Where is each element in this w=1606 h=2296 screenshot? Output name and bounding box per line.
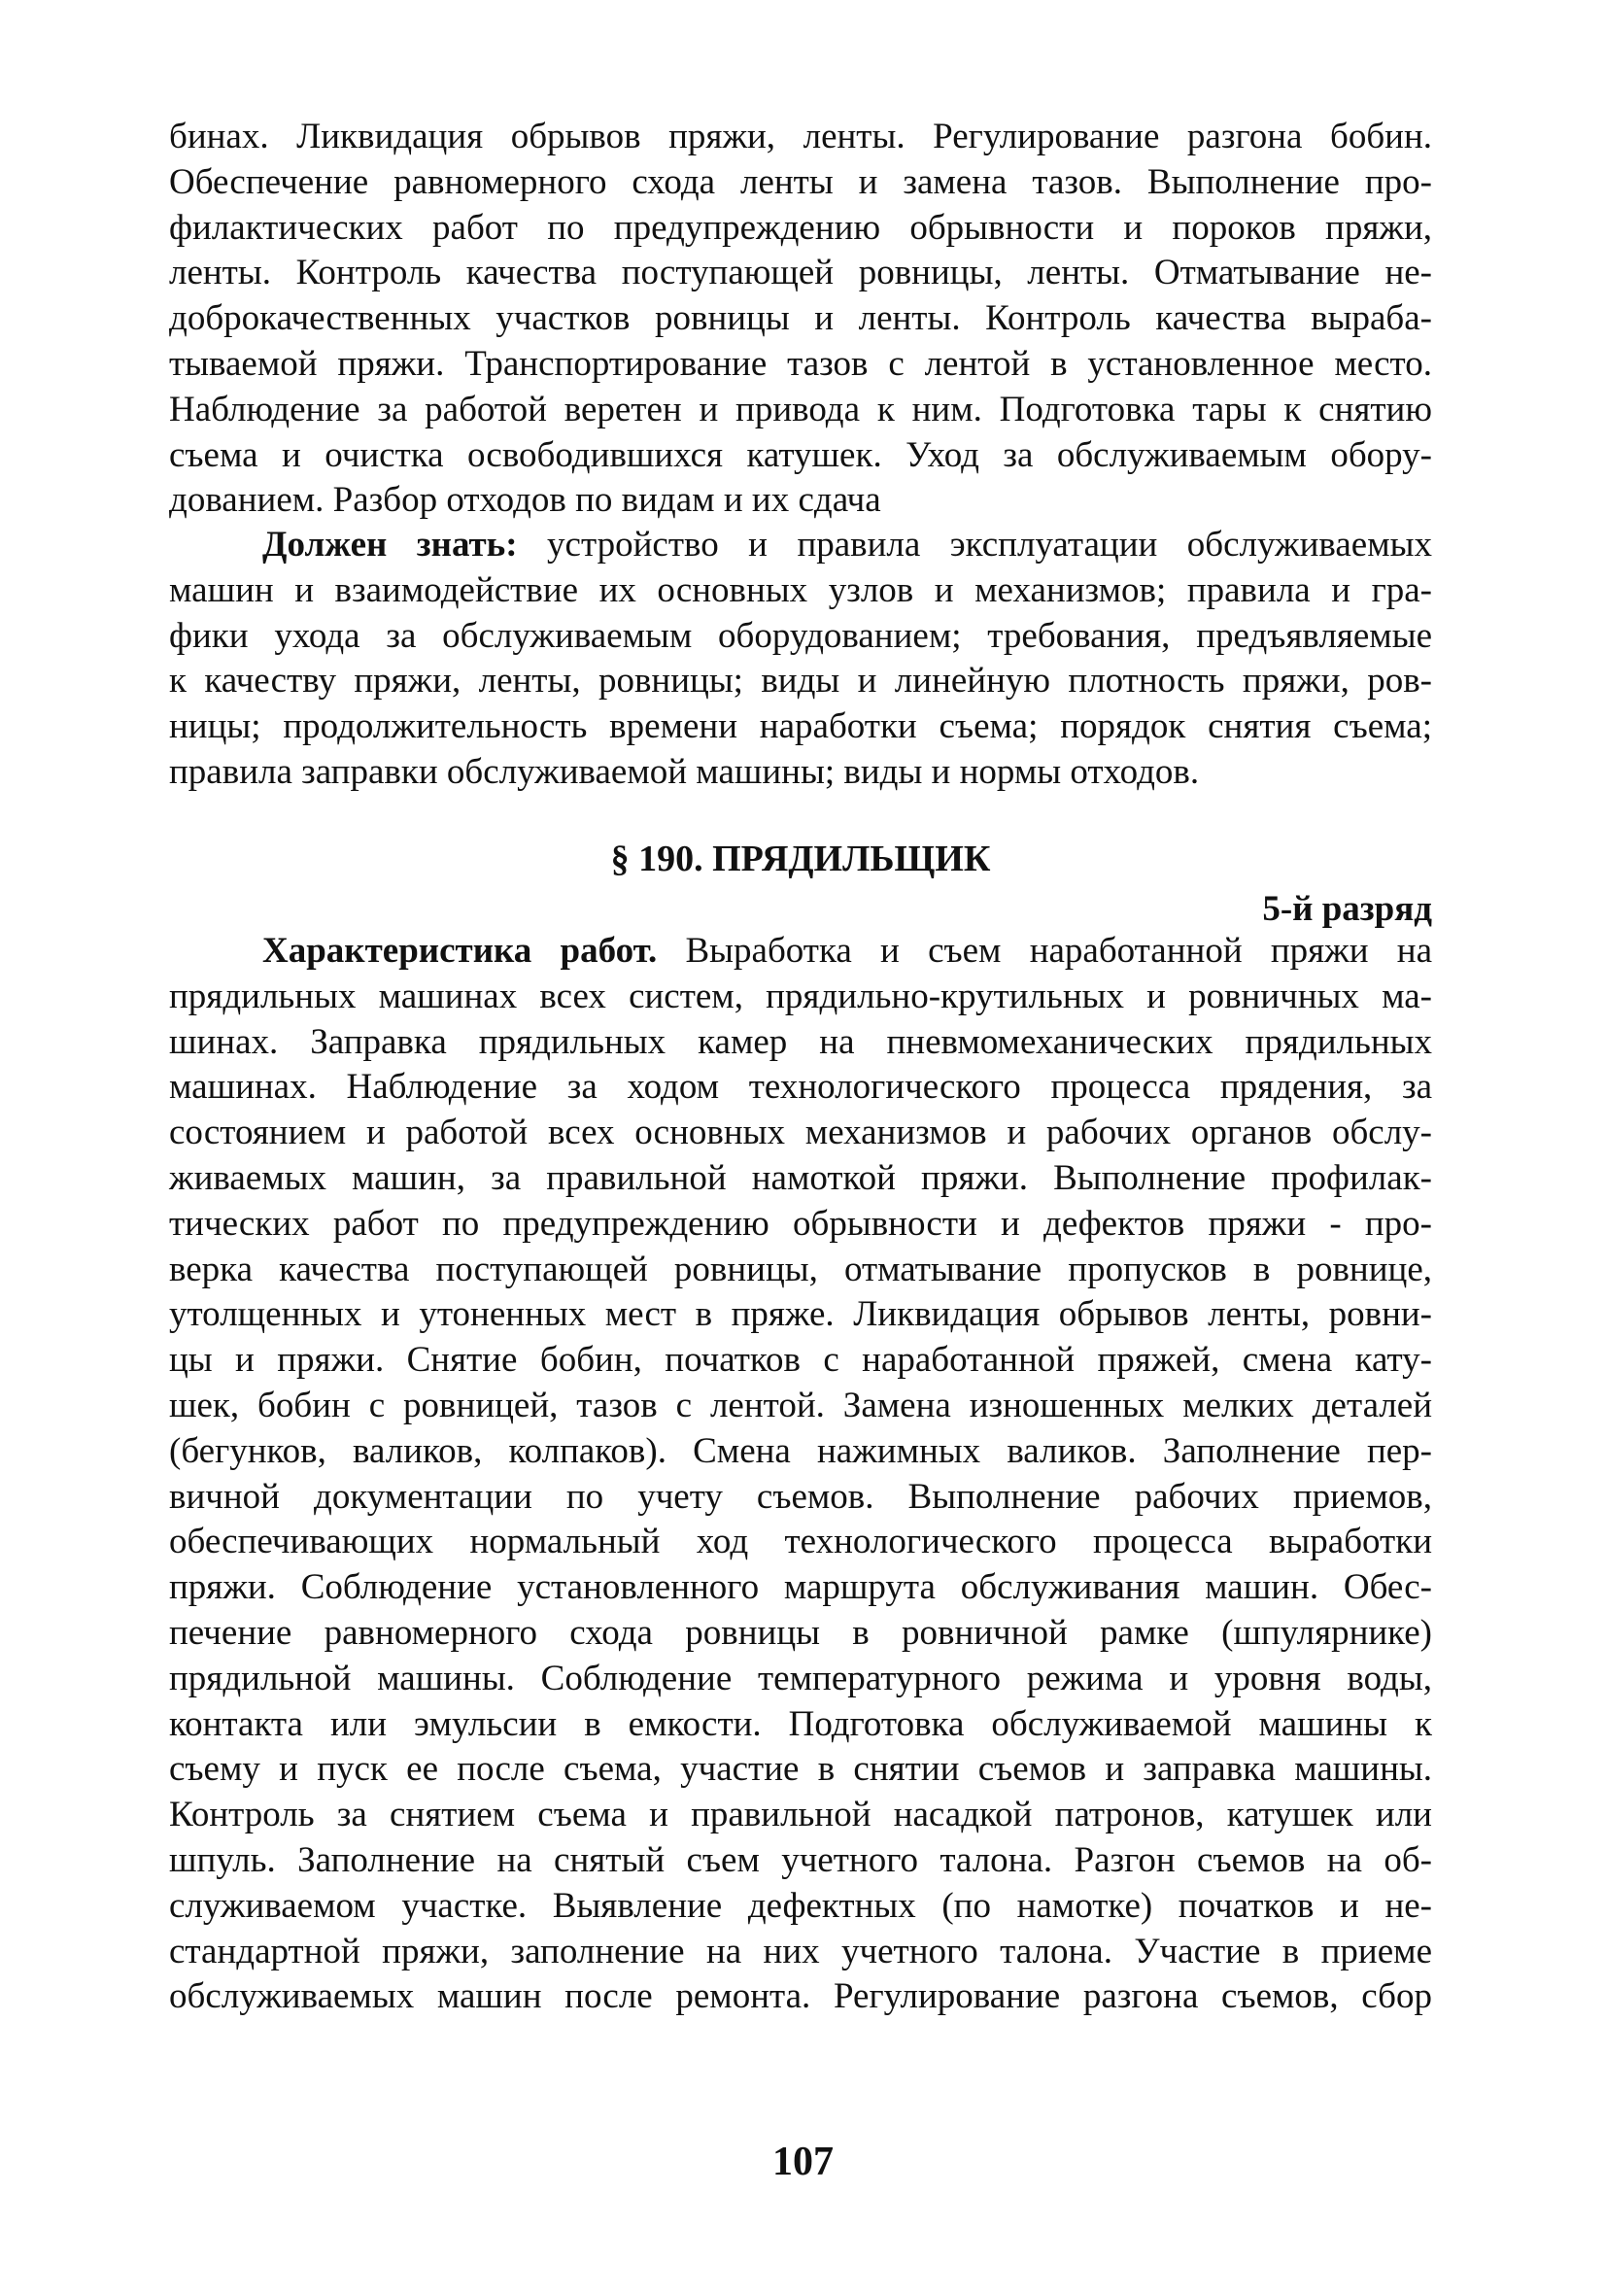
- text-line: Обеспечение равномерного схода ленты и замена тазов. Выполнение про-: [169, 161, 1432, 202]
- paragraph-first-text: Выработка и съем наработанной пряжи на: [657, 931, 1432, 971]
- text-line: стандартной пряжи, заполнение на них учетного талона. Участие в приеме: [169, 1931, 1432, 1971]
- text-line: дованием. Разбор отходов по видам и их сдача: [169, 480, 881, 521]
- paragraph-first-text: устройство и правила эксплуатации обслуживаемых: [517, 525, 1432, 565]
- text-line: цы и пряжи. Снятие бобин, початков с наработанной пряжей, смена кату-: [169, 1340, 1432, 1381]
- text-line: (бегунков, валиков, колпаков). Смена нажимных валиков. Заполнение пер-: [169, 1430, 1432, 1471]
- paragraph-lead: Характеристика работ.: [262, 931, 658, 971]
- text-line: доброкачественных участков ровницы и ленты. Контроль качества выраба-: [169, 298, 1432, 339]
- text-line: ленты. Контроль качества поступающей ровницы, ленты. Отматывание не-: [169, 253, 1432, 293]
- paragraph-must-know: [169, 523, 1432, 796]
- text-line: служиваемом участке. Выявление дефектных (по намотке) початков и не-: [169, 1885, 1432, 1926]
- text-line: Наблюдение за работой веретен и привода к ним. Подготовка тары к снятию: [169, 389, 1432, 429]
- text-line: машинах. Наблюдение за ходом технологического процесса прядения, за: [169, 1067, 1432, 1108]
- text-line: машин и взаимодействие их основных узлов и механизмов; правила и гра-: [169, 569, 1432, 610]
- text-line: пряжи. Соблюдение установленного маршрута обслуживания машин. Обес-: [169, 1567, 1432, 1608]
- paragraph-work-characteristics: [169, 929, 1432, 2020]
- text-line: бинах. Ликвидация обрывов пряжи, ленты. Регулирование разгона бобин.: [169, 117, 1432, 156]
- text-line: контакта или эмульсии в емкости. Подготовка обслуживаемой машины к: [169, 1703, 1432, 1744]
- text-line: утолщенных и утоненных мест в пряже. Ликвидация обрывов ленты, ровни-: [169, 1294, 1432, 1335]
- text-line: шек, бобин с ровницей, тазов с лентой. Замена изношенных мелких деталей: [169, 1385, 1432, 1425]
- text-line: вичной документации по учету съемов. Выполнение рабочих приемов,: [169, 1476, 1432, 1517]
- text-line: фики ухода за обслуживаемым оборудованием; требования, предъявляемые: [169, 615, 1432, 656]
- text-line: тываемой пряжи. Транспортирование тазов с лентой в установленное место.: [169, 343, 1432, 384]
- text-line: правила заправки обслуживаемой машины; виды и нормы отходов.: [169, 751, 1200, 792]
- text-line: ницы; продолжительность времени наработки съема; порядок снятия съема;: [169, 706, 1432, 747]
- text-line: печение равномерного схода ровницы в ровничной рамке (шпулярнике): [169, 1612, 1432, 1653]
- paragraph-continuation: [169, 115, 1432, 524]
- text-line: шинах. Заправка прядильных камер на пневмомеханических прядильных: [169, 1021, 1432, 1062]
- text-line: Контроль за снятием съема и правильной насадкой патронов, катушек или: [169, 1795, 1432, 1835]
- text-line: [169, 929, 1432, 975]
- text-line: верка качества поступающей ровницы, отматывание пропусков в ровнице,: [169, 1249, 1432, 1289]
- text-line: обслуживаемых машин после ремонта. Регулирование разгона съемов, сбор: [169, 1976, 1432, 2017]
- text-line: шпуль. Заполнение на снятый съем учетного талона. Разгон съемов на об-: [169, 1839, 1432, 1880]
- page-number: 107: [772, 2140, 834, 2184]
- text-line: состоянием и работой всех основных механизмов и рабочих органов обслу-: [169, 1113, 1432, 1153]
- text-line: съема и очистка освободившихся катушек. Уход за обслуживаемым обору-: [169, 434, 1432, 475]
- text-line: филактических работ по предупреждению обрывности и пороков пряжи,: [169, 207, 1432, 248]
- grade-label: 5-й разряд: [1262, 889, 1432, 929]
- text-line: тических работ по предупреждению обрывности и дефектов пряжи - про-: [169, 1203, 1432, 1244]
- paragraph-lead: Должен знать:: [262, 525, 518, 565]
- text-line: прядильных машинах всех систем, прядильно-крутильных и ровничных ма-: [169, 976, 1432, 1016]
- section-heading: § 190. ПРЯДИЛЬЩИК: [610, 839, 991, 879]
- text-line: прядильной машины. Соблюдение температурного режима и уровня воды,: [169, 1658, 1432, 1698]
- text-line: съему и пуск ее после съема, участие в снятии съемов и заправка машины.: [169, 1749, 1432, 1790]
- text-line: обеспечивающих нормальный ход технологического процесса выработки: [169, 1522, 1432, 1562]
- text-line: к качеству пряжи, ленты, ровницы; виды и линейную плотность пряжи, ров-: [169, 661, 1432, 702]
- text-line: [169, 523, 1432, 568]
- text-line: живаемых машин, за правильной намоткой пряжи. Выполнение профилак-: [169, 1157, 1432, 1198]
